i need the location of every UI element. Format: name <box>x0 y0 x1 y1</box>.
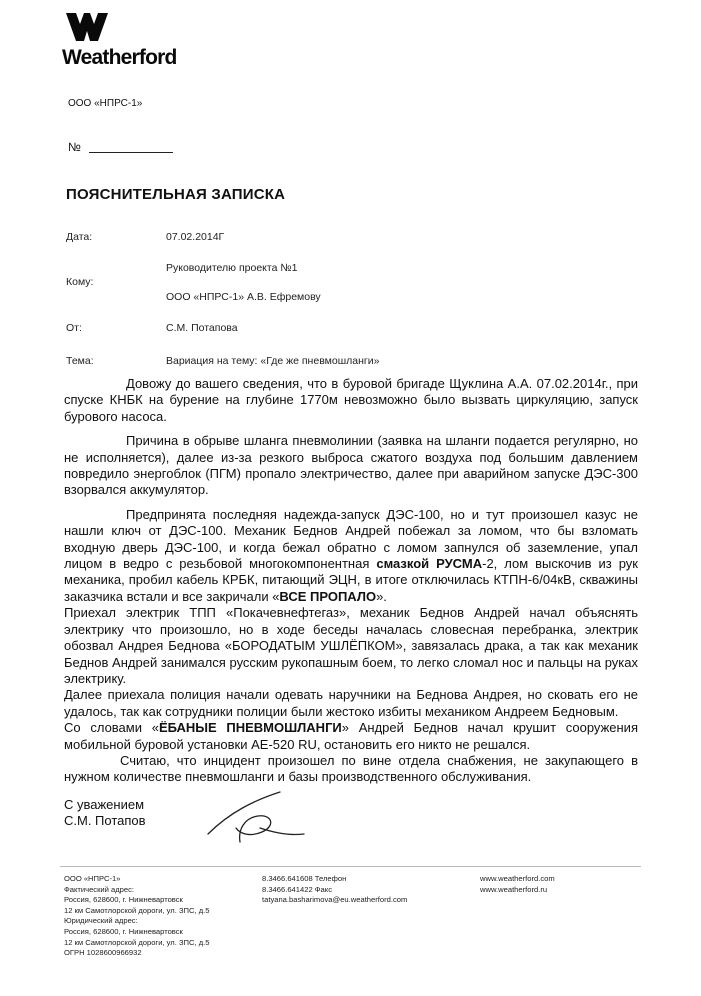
footer-company <box>64 874 209 959</box>
footer-email: tatyana.basharimova@eu.weatherford.com <box>262 895 408 905</box>
footer-company-line: 12 км Самотлорской дороги, ул. ЗПС, д.5 <box>64 937 210 947</box>
paragraph-3 <box>64 507 638 605</box>
handwritten-signature <box>200 782 310 852</box>
footer-company-line: 12 км Самотлорской дороги, ул. ЗПС, д.5 <box>64 905 210 915</box>
paragraph-3-part-a: Предпринята последняя надежда-запуск ДЭС-100, но и тут произошел казус не нашли ключ от ДЭС-100. Механик Беднов Андрей побежал за ломом, что бы взломать входную дверь ДЭС-100, и когда бежал обратно с ломом запнулся об заземление, упал лицом в ведро с резьбовой многокомпонентная <box>64 506 638 572</box>
date-value: 07.02.2014Г <box>166 231 225 243</box>
paragraph-7: Считаю, что инцидент произошел по вине отдела снабжения, не закупающего в нужном количестве пневмошланги и базы производственного обслуживания. <box>64 752 638 785</box>
logo-wordmark: Weatherford <box>62 46 177 69</box>
footer-contacts <box>262 874 407 906</box>
document-title: ПОЯСНИТЕЛЬНАЯ ЗАПИСКА <box>66 186 286 203</box>
weatherford-logo-icon <box>66 10 108 44</box>
footer-website: www.weatherford.com <box>480 874 555 883</box>
paragraph-1: Довожу до вашего сведения, что в буровой бригаде Щуклина А.А. 07.02.2014г., при спуске КНБК на бурение на глубине 1770м невозможно было вызвать циркуляцию, запуск бурового насоса. <box>64 376 638 424</box>
memo-body <box>64 376 638 786</box>
paragraph-3-part-c: ». <box>376 588 387 604</box>
date-label: Дата: <box>66 231 93 243</box>
footer-company-line: ООО «НПРС-1» <box>64 874 121 883</box>
document-number <box>68 140 173 154</box>
footer-company-line: Россия, 628600, г. Нижневартовск <box>64 926 183 936</box>
footer-company-line: ОГРН 1028600966932 <box>64 948 142 958</box>
footer-company-line: Юридический адрес: <box>64 916 138 926</box>
from-value: С.М. Потапова <box>166 322 238 334</box>
number-label: № <box>68 140 81 154</box>
subject-label: Тема: <box>66 355 94 367</box>
footer-websites <box>480 874 555 895</box>
paragraph-3-bold-1: смазкой РУСМА <box>376 556 483 572</box>
subject-value: Вариация на тему: «Где же пневмошланги» <box>166 355 380 367</box>
footer-phone: 8.3466.641608 Телефон <box>262 874 347 883</box>
footer-fax: 8.3466.641422 Факс <box>262 884 332 894</box>
closing-line-1: С уважением <box>64 797 145 812</box>
paragraph-4: Приехал электрик ТПП «Покачевнефтегаз», механик Беднов Андрей начал объяснять электрику что произошло, но в ходе беседы началась словесная перебранка, электрик обозвал Андрея Беднова «БОРОДАТЫМ УШЛЁПКОМ», завязалась драка, а так как механик Беднов Андрей занимался русским рукопашным боем, то легко сломал нос и пальцы на руках электрику. <box>64 605 638 686</box>
weatherford-logo <box>62 10 202 70</box>
footer-separator <box>60 866 641 867</box>
paragraph-6-part-b: » Андрей Беднов начал крушит сооружения мобильной буровой установки АЕ-520 RU, остановить его никто не решался. <box>64 720 638 752</box>
footer-company-line: Фактический адрес: <box>64 884 135 894</box>
from-label: От: <box>66 322 82 334</box>
paragraph-6-bold: ЁБАНЫЕ ПНЕВМОШЛАНГИ <box>158 720 342 736</box>
paragraph-6-part-a: Со словами « <box>64 720 159 736</box>
recipient-line-2: ООО «НПРС-1» А.В. Ефремову <box>166 291 321 303</box>
number-blank-line <box>89 152 173 153</box>
closing <box>64 797 146 829</box>
footer-company-line: Россия, 628600, г. Нижневартовск <box>64 895 183 905</box>
paragraph-6 <box>64 720 638 753</box>
recipient-line-1: Руководителю проекта №1 <box>166 262 298 274</box>
paragraph-2: Причина в обрыве шланга пневмолинии (заявка на шланги подается регулярно, но не исполняется), далее из-за резкого выброса сжатого воздуха под большим давлением повредило энергоблок (ПГМ) пропало электричество, далее при аварийном запуске ДЭС-300 взорвался аккумулятор. <box>64 433 638 498</box>
paragraph-5: Далее приехала полиция начали одевать наручники на Беднова Андрея, но сковать его не удалось, так как сотрудники полиции были жестоко избиты механиком Андреем Бедновым. <box>64 687 638 719</box>
paragraph-3-bold-2: ВСЕ ПРОПАЛО <box>279 588 377 604</box>
paragraph-3-part-b: -2, лом выскочив из рук механика, пробил кабель КРБК, питающий ЭЦН, в итоге отключилась КТПН-6/04кВ, скважины заказчика встали и все закричали « <box>64 556 638 604</box>
to-label: Кому: <box>66 276 94 288</box>
closing-line-2: С.М. Потапов <box>64 813 146 828</box>
footer-website: www.weatherford.ru <box>480 884 548 894</box>
sender-org: ООО «НПРС-1» <box>68 98 143 109</box>
